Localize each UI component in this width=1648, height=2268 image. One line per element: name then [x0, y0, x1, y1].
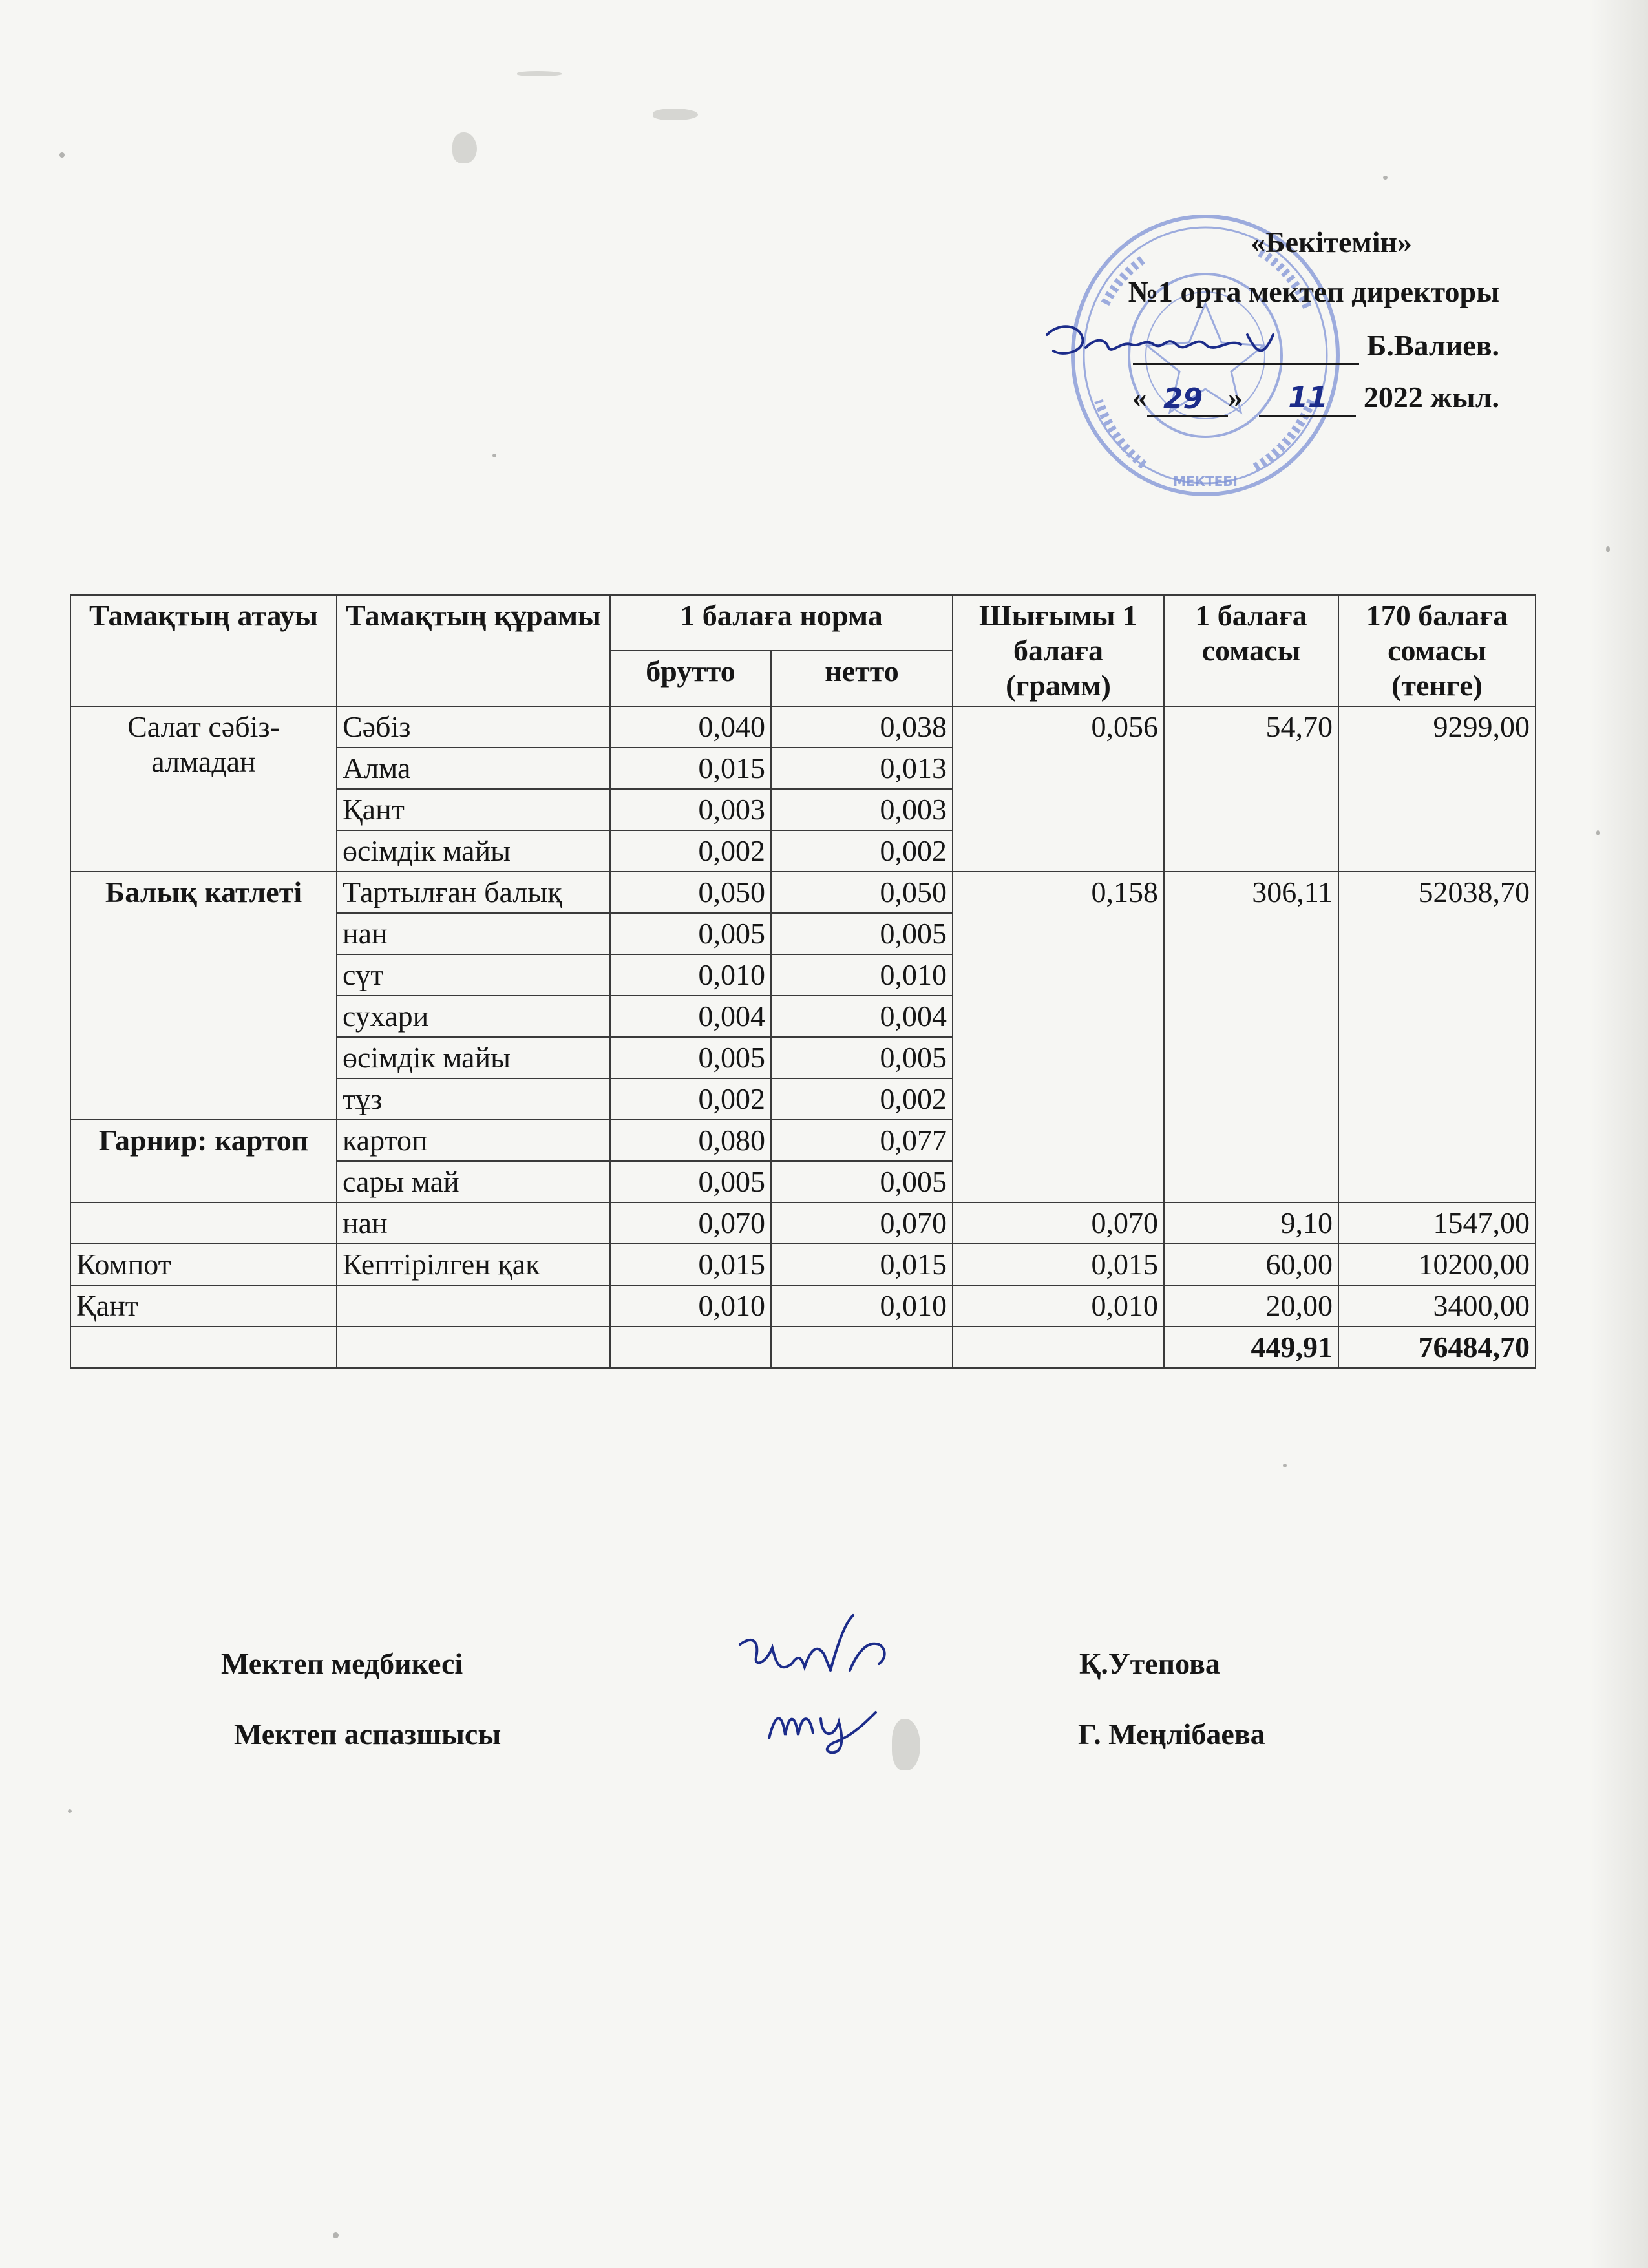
brutto-value: 0,080 [610, 1120, 771, 1161]
netto-value: 0,013 [771, 748, 953, 789]
ingredient-name: тұз [337, 1078, 610, 1120]
brutto-value: 0,040 [610, 706, 771, 748]
netto-value: 0,038 [771, 706, 953, 748]
dish-name [70, 1202, 337, 1244]
brutto-value: 0,010 [610, 954, 771, 996]
scan-speck [333, 2232, 339, 2238]
ingredient-name [337, 1285, 610, 1327]
brutto-value: 0,004 [610, 996, 771, 1037]
brutto-value: 0,050 [610, 872, 771, 913]
brutto-value: 0,015 [610, 1244, 771, 1285]
table-row [70, 706, 1536, 748]
table-row [70, 1285, 1536, 1327]
approval-date [1132, 378, 1499, 417]
scan-speck [59, 152, 65, 158]
brutto-value: 0,002 [610, 1078, 771, 1120]
cost-170-value: 9299,00 [1338, 706, 1536, 872]
brutto-value: 0,010 [610, 1285, 771, 1327]
dish-name: Гарнир: картоп [70, 1120, 337, 1202]
header-norm-per-child: 1 балаға норма [610, 595, 953, 651]
brutto-value: 0,005 [610, 1161, 771, 1202]
ingredient-name: нан [337, 913, 610, 954]
table-row [70, 1244, 1536, 1285]
nurse-role: Мектеп медбикесі [221, 1647, 463, 1680]
date-day: 29 [1163, 383, 1203, 415]
empty-cell [953, 1327, 1164, 1368]
cook-signature [763, 1693, 885, 1758]
scan-speck [68, 1809, 72, 1813]
brutto-value: 0,002 [610, 830, 771, 872]
date-day-blank [1147, 383, 1228, 417]
total-cost-170: 76484,70 [1338, 1327, 1536, 1368]
director-name: Б.Валиев. [1366, 329, 1499, 362]
netto-value: 0,050 [771, 872, 953, 913]
scan-smudge [653, 109, 698, 120]
netto-value: 0,002 [771, 1078, 953, 1120]
ingredient-name: картоп [337, 1120, 610, 1161]
ingredient-name: Кептірілген қак [337, 1244, 610, 1285]
scan-speck [1383, 176, 1388, 180]
ingredient-name: Сәбіз [337, 706, 610, 748]
nurse-signature [734, 1609, 895, 1693]
header-netto: нетто [771, 651, 953, 706]
netto-value: 0,070 [771, 1202, 953, 1244]
date-month: 11 [1288, 381, 1328, 414]
date-month-blank [1259, 381, 1356, 417]
netto-value: 0,005 [771, 1161, 953, 1202]
yield-value: 0,158 [953, 872, 1164, 1202]
table-row [70, 872, 1536, 913]
ingredient-name: сары май [337, 1161, 610, 1202]
brutto-value: 0,005 [610, 1037, 771, 1078]
ingredient-name: Қант [337, 789, 610, 830]
cost-one-value: 20,00 [1164, 1285, 1338, 1327]
cost-one-value: 306,11 [1164, 872, 1338, 1202]
empty-cell [337, 1327, 610, 1368]
header-yield: Шығымы 1 балаға (грамм) [953, 595, 1164, 706]
cost-one-value: 9,10 [1164, 1202, 1338, 1244]
cook-role: Мектеп аспазшысы [234, 1717, 502, 1750]
header-dish-name: Тамақтың атауы [70, 595, 337, 706]
scan-smudge [452, 132, 477, 163]
ingredient-name: өсімдік майы [337, 830, 610, 872]
date-year: 2022 жыл. [1363, 381, 1499, 414]
cost-one-value: 60,00 [1164, 1244, 1338, 1285]
date-close-quote: » [1227, 381, 1243, 414]
ration-table [70, 594, 1536, 1369]
cook-name: Г. Меңлібаева [1078, 1717, 1265, 1750]
scan-speck [1606, 546, 1610, 552]
brutto-value: 0,070 [610, 1202, 771, 1244]
approval-title: «Бекітемін» [1251, 226, 1412, 258]
empty-cell [610, 1327, 771, 1368]
total-cost-one: 449,91 [1164, 1327, 1338, 1368]
empty-cell [771, 1327, 953, 1368]
ingredient-name: Алма [337, 748, 610, 789]
table-row [70, 1202, 1536, 1244]
yield-value: 0,010 [953, 1285, 1164, 1327]
dish-name: Салат сәбіз-алмадан [70, 706, 337, 872]
date-open-quote: « [1132, 381, 1147, 414]
netto-value: 0,003 [771, 789, 953, 830]
netto-value: 0,015 [771, 1244, 953, 1285]
ingredient-name: сүт [337, 954, 610, 996]
cost-170-value: 1547,00 [1338, 1202, 1536, 1244]
netto-value: 0,005 [771, 1037, 953, 1078]
header-cost-one-child: 1 балаға сомасы [1164, 595, 1338, 706]
stamp-text: МЕКТЕБІ [1173, 474, 1238, 489]
header-composition: Тамақтың құрамы [337, 595, 610, 706]
dish-name: Компот [70, 1244, 337, 1285]
yield-value: 0,070 [953, 1202, 1164, 1244]
header-row [70, 595, 1536, 651]
ingredient-name: сухари [337, 996, 610, 1037]
ingredient-name: өсімдік майы [337, 1037, 610, 1078]
header-cost-170-children: 170 балаға сомасы (тенге) [1338, 595, 1536, 706]
netto-value: 0,077 [771, 1120, 953, 1161]
scan-speck [1596, 830, 1600, 835]
cost-170-value: 3400,00 [1338, 1285, 1536, 1327]
nurse-name: Қ.Утепова [1079, 1647, 1220, 1680]
signature-footer [0, 1628, 1648, 1777]
brutto-value: 0,015 [610, 748, 771, 789]
netto-value: 0,010 [771, 1285, 953, 1327]
scan-speck [492, 454, 496, 457]
netto-value: 0,002 [771, 830, 953, 872]
scan-smudge [517, 71, 562, 76]
page-edge-shadow [1590, 0, 1648, 2268]
dish-name: Балық катлеті [70, 872, 337, 1120]
header-brutto: брутто [610, 651, 771, 706]
netto-value: 0,010 [771, 954, 953, 996]
yield-value: 0,015 [953, 1244, 1164, 1285]
netto-value: 0,004 [771, 996, 953, 1037]
cost-170-value: 10200,00 [1338, 1244, 1536, 1285]
dish-name: Қант [70, 1285, 337, 1327]
netto-value: 0,005 [771, 913, 953, 954]
director-signature [1034, 309, 1305, 380]
ingredient-name: нан [337, 1202, 610, 1244]
brutto-value: 0,005 [610, 913, 771, 954]
ingredient-name: Тартылған балық [337, 872, 610, 913]
total-row [70, 1327, 1536, 1368]
yield-value: 0,056 [953, 706, 1164, 872]
cost-one-value: 54,70 [1164, 706, 1338, 872]
brutto-value: 0,003 [610, 789, 771, 830]
scan-speck [1283, 1464, 1287, 1467]
director-position: №1 орта мектеп директоры [1128, 275, 1499, 308]
cost-170-value: 52038,70 [1338, 872, 1536, 1202]
empty-cell [70, 1327, 337, 1368]
